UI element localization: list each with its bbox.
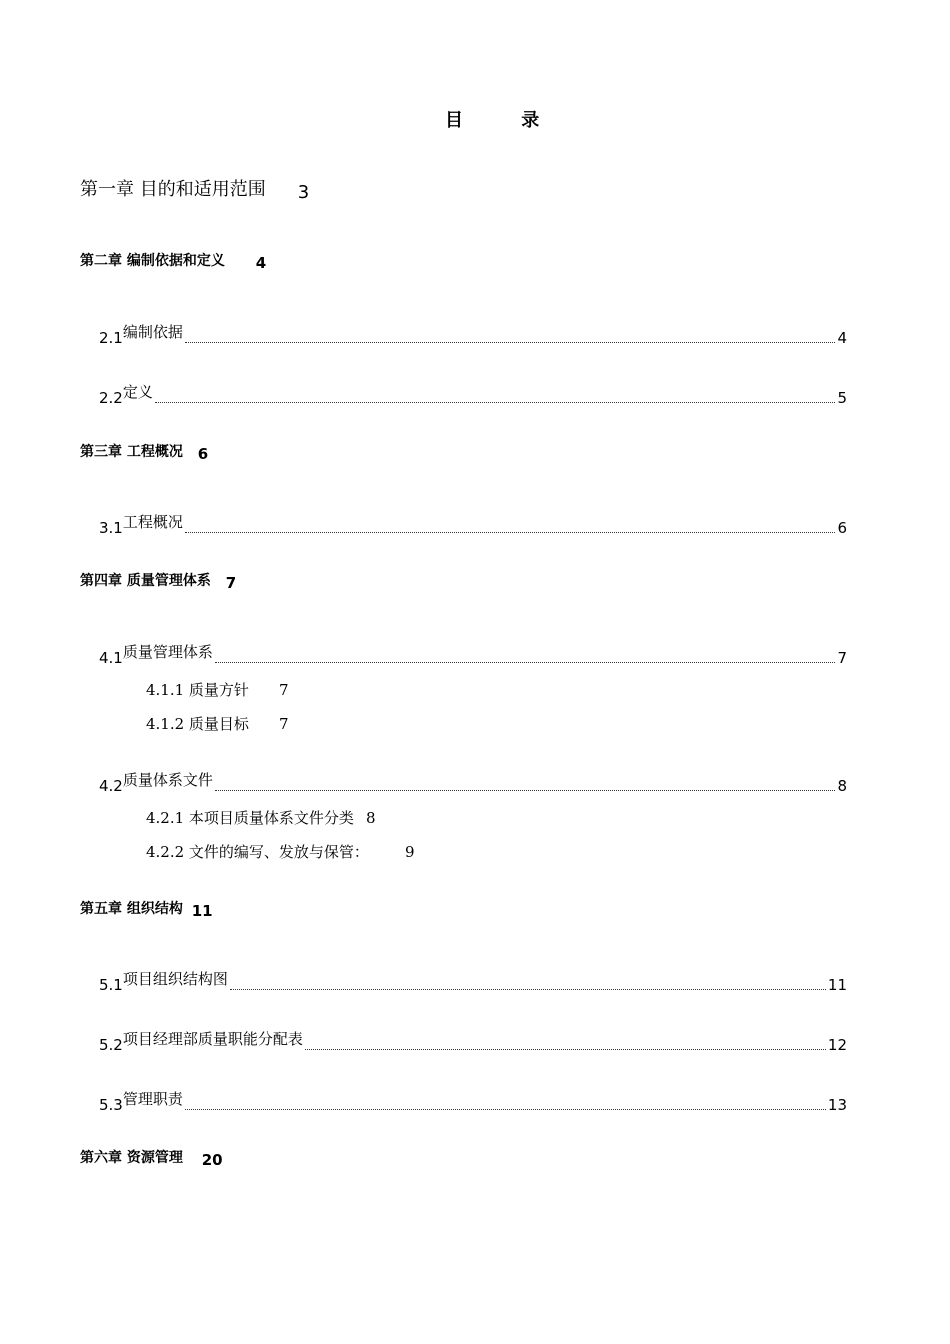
subsection-title: 4.1.2 质量目标 [146,715,249,733]
toc-chapter-4[interactable] [80,570,236,590]
section-title: 质量管理体系 [122,643,213,661]
dot-leader [155,401,836,403]
dot-leader [305,1048,826,1050]
dot-leader [215,661,836,663]
chapter-page: 20 [201,1151,223,1169]
chapter-label: 第五章 组织结构 [80,901,183,917]
dot-leader [185,341,836,343]
section-page: 12 [827,1036,847,1054]
section-title: 质量体系文件 [122,771,213,789]
chapter-page: 3 [297,182,310,203]
section-title: 项目经理部质量职能分配表 [122,1030,303,1048]
section-number: 2.2 [99,389,123,407]
section-page: 4 [837,329,847,347]
chapter-label: 第一章 目的和适用范围 [80,179,266,200]
toc-section-5-3[interactable] [99,1089,847,1113]
chapter-label: 第四章 质量管理体系 [80,573,211,589]
chapter-page: 6 [197,445,209,463]
chapter-label: 第六章 资源管理 [80,1150,183,1166]
subsection-page: 7 [278,715,289,733]
section-title: 管理职责 [122,1090,183,1108]
toc-section-5-1[interactable] [99,969,847,993]
dot-leader [230,988,826,990]
toc-section-5-2[interactable] [99,1029,847,1053]
subsection-title: 4.2.2 文件的编写、发放与保管： [146,843,369,861]
toc-title-char-2: 录 [521,110,540,131]
chapter-page: 4 [255,254,267,272]
toc-title [445,106,539,132]
toc-section-3-1[interactable] [99,512,847,536]
toc-subsection-4-1-2[interactable] [146,713,288,734]
toc-chapter-2[interactable] [80,250,266,270]
toc-chapter-5[interactable] [80,898,213,918]
dot-leader [215,789,836,791]
section-number: 4.2 [99,777,123,795]
subsection-page: 7 [278,681,289,699]
toc-chapter-6[interactable] [80,1147,223,1167]
section-number: 2.1 [99,329,123,347]
dot-leader [185,531,836,533]
section-page: 11 [827,976,847,994]
section-number: 4.1 [99,649,123,667]
toc-subsection-4-1-1[interactable] [146,679,288,700]
section-title: 工程概况 [122,513,183,531]
dot-leader [185,1108,826,1110]
section-page: 6 [837,519,847,537]
section-number: 5.2 [99,1036,123,1054]
chapter-page: 7 [225,574,237,592]
section-title: 定义 [122,383,153,401]
toc-section-4-1[interactable] [99,642,847,666]
chapter-label: 第二章 编制依据和定义 [80,253,225,269]
chapter-label: 第三章 工程概况 [80,444,183,460]
section-number: 5.1 [99,976,123,994]
subsection-title: 4.1.1 质量方针 [146,681,249,699]
toc-title-char-1: 目 [445,110,463,131]
section-number: 5.3 [99,1096,123,1114]
section-number: 3.1 [99,519,123,537]
section-page: 5 [837,389,847,407]
toc-section-4-2[interactable] [99,770,847,794]
section-page: 8 [837,777,847,795]
section-page: 13 [827,1096,847,1114]
chapter-page: 11 [191,902,213,920]
toc-subsection-4-2-2[interactable] [146,841,414,862]
subsection-title: 4.2.1 本项目质量体系文件分类 [146,809,354,827]
toc-chapter-3[interactable] [80,441,208,461]
toc-subsection-4-2-1[interactable] [146,807,375,828]
subsection-page: 9 [404,843,415,861]
section-page: 7 [837,649,847,667]
section-title: 项目组织结构图 [122,970,228,988]
toc-chapter-1[interactable] [80,175,309,201]
toc-section-2-2[interactable] [99,382,847,406]
subsection-page: 8 [365,809,376,827]
toc-section-2-1[interactable] [99,322,847,346]
section-title: 编制依据 [122,323,183,341]
